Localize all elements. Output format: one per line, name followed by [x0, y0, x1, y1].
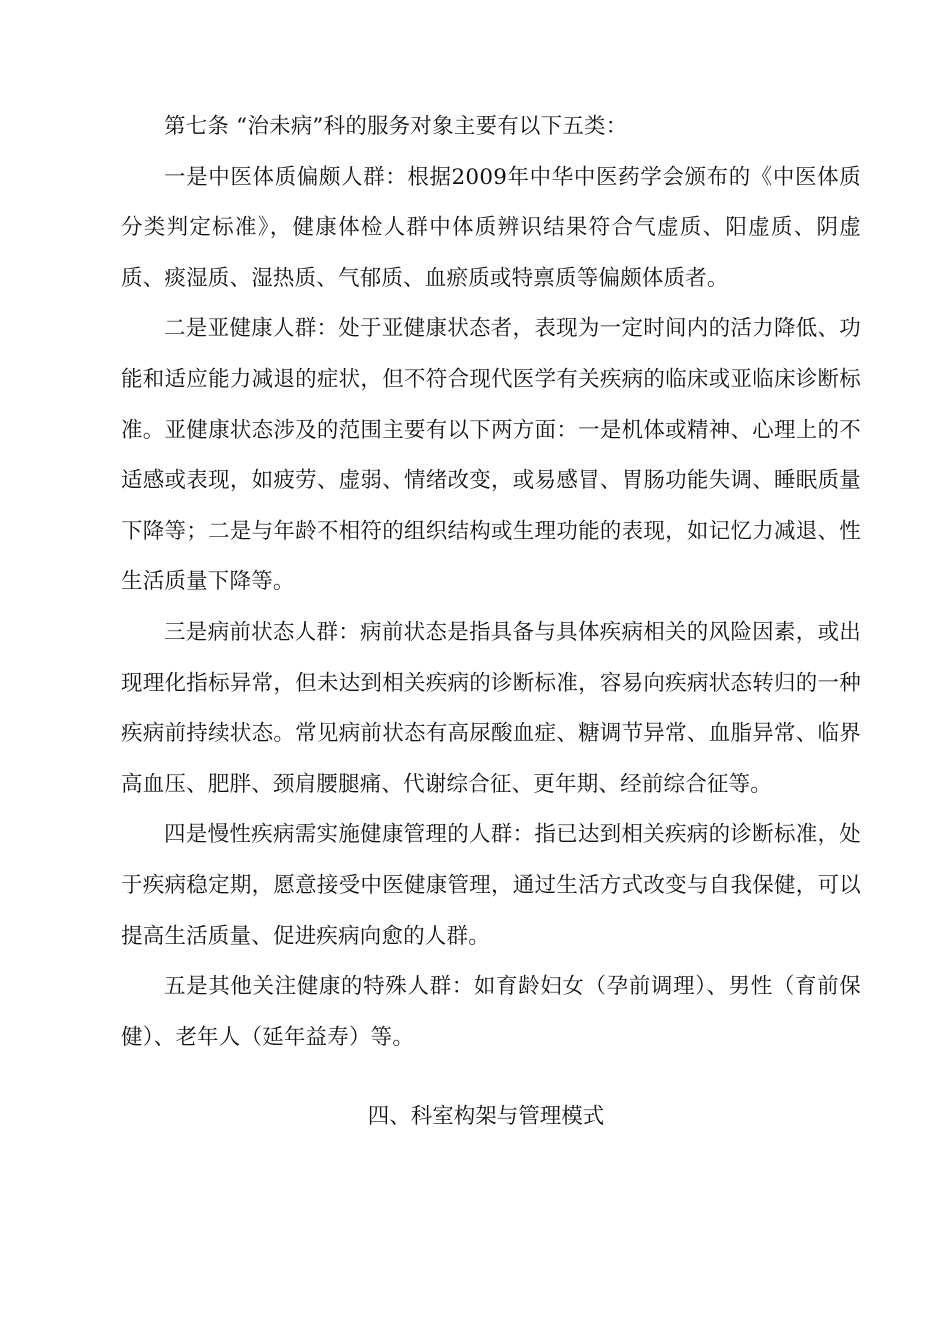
article-7-intro: 第七条 “治未病”科的服务对象主要有以下五类：	[164, 114, 628, 139]
paragraph-constitution-bias: 一是中医体质偏颇人群：根据2009年中华中医药学会颁布的《中医体质分类判定标准》，健康体检人群中体质辨识结果符合气虚质、阳虚质、阴虚质、痰湿质、湿热质、气郁质、血瘀质或特禀质等偏颇体质者。	[121, 164, 861, 291]
paragraph-pre-disease: 三是病前状态人群：病前状态是指具备与具体疾病相关的风险因素，或出现理化指标异常，但未达到相关疾病的诊断标准，容易向疾病状态转归的一种疾病前持续状态。常见病前状态有高尿酸血症、糖调节异常、血脂异常、临界高血压、肥胖、颈肩腰腿痛、代谢综合征、更年期、经前综合征等。	[121, 619, 861, 797]
body-text	[121, 102, 861, 1063]
paragraph-special-groups: 五是其他关注健康的特殊人群：如育龄妇女（孕前调理）、男性（育前保健）、老年人（延年益寿）等。	[121, 974, 861, 1050]
section-heading: 四、科室构架与管理模式	[367, 1104, 605, 1129]
paragraph-chronic-disease: 四是慢性疾病需实施健康管理的人群：指已达到相关疾病的诊断标准，处于疾病稳定期，愿意接受中医健康管理，通过生活方式改变与自我保健，可以提高生活质量、促进疾病向愈的人群。	[121, 822, 861, 949]
paragraph-sub-health: 二是亚健康人群：处于亚健康状态者，表现为一定时间内的活力降低、功能和适应能力减退的症状，但不符合现代医学有关疾病的临床或亚临床诊断标准。亚健康状态涉及的范围主要有以下两方面：一是机体或精神、心理上的不适感或表现，如疲劳、虚弱、情绪改变，或易感冒、胃肠功能失调、睡眠质量下降等；二是与年龄不相符的组织结构或生理功能的表现，如记忆力减退、性生活质量下降等。	[121, 316, 861, 595]
